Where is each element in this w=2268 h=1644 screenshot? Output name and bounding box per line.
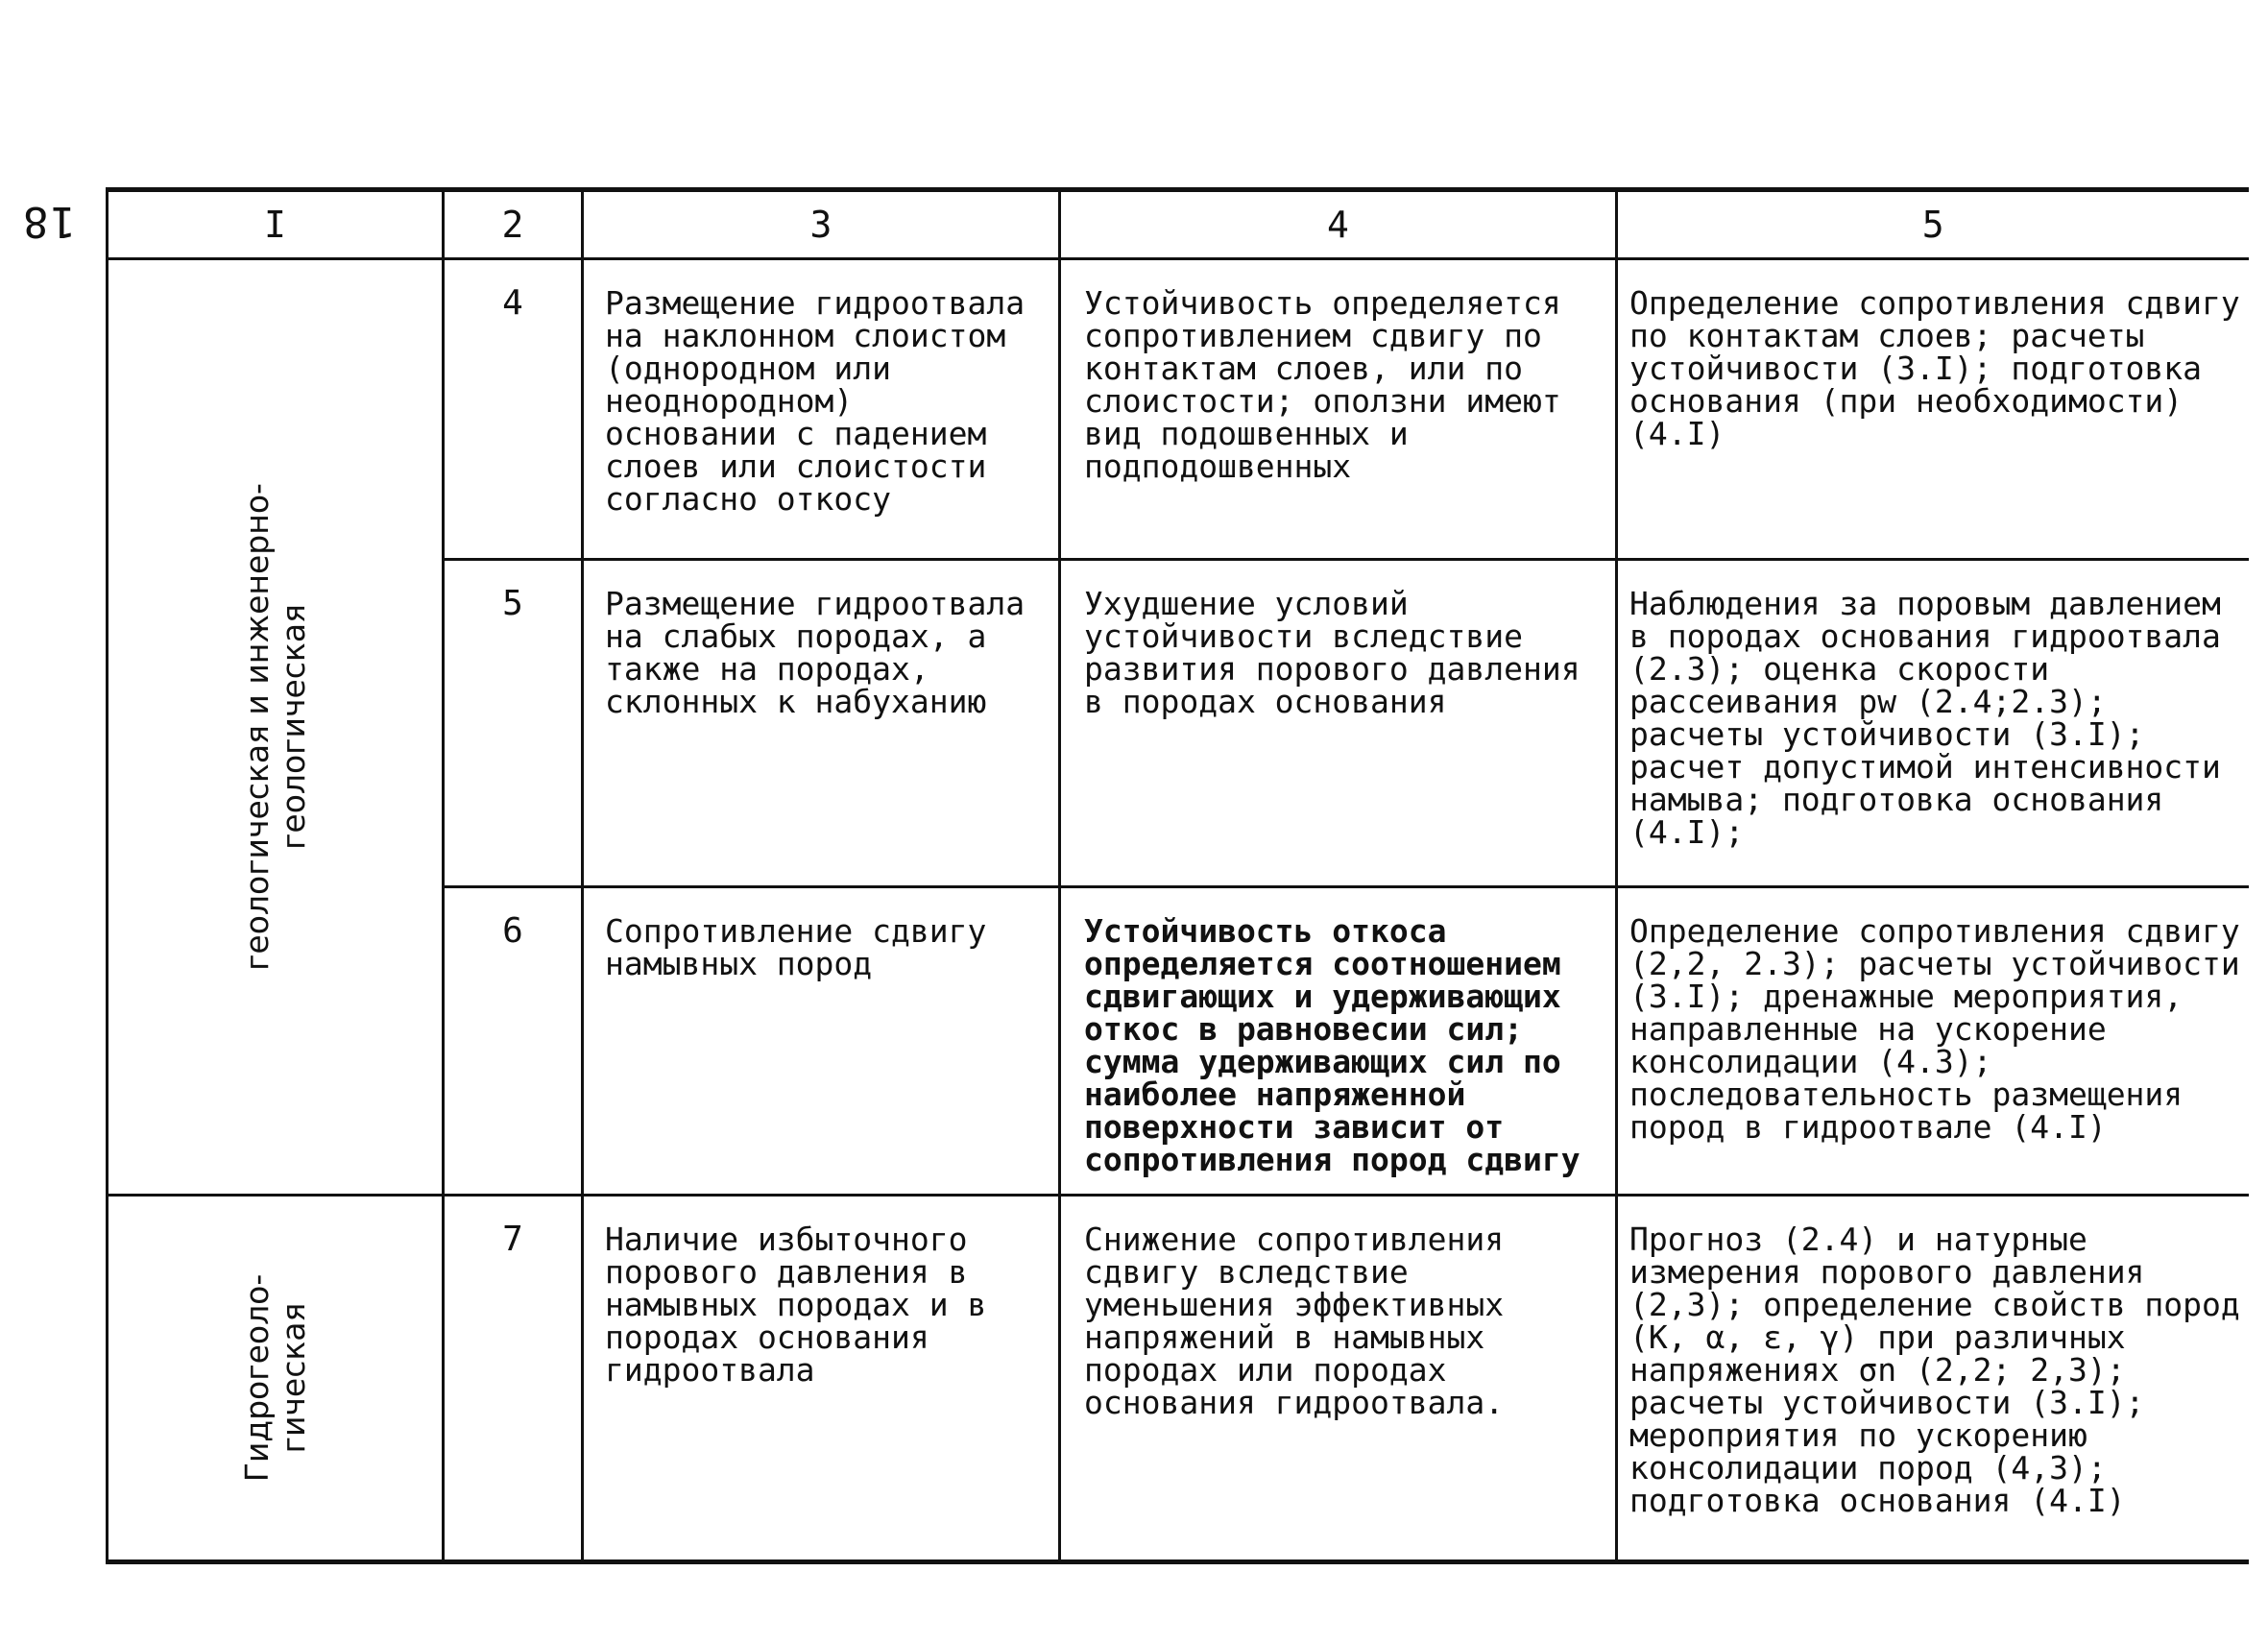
group-cell-hydrogeological: [108, 1196, 444, 1562]
header-row: [108, 190, 2249, 259]
effect-cell: Устойчивость определяется сопротивлением сдвигу по контактам слоев, или по слоистости; оползни имеют вид подошвенных и подподошвенных: [1060, 259, 1617, 560]
measures-cell: Прогноз (2.4) и натурные измерения порового давления (2,3); определение свойств пород (K, α, ε, γ) при различных напряжениях σn (2,2; 2,3); расчеты устойчивости (3.I); мероприятия по ускорению консолидации пород (4,3); подготовка основания (4.I): [1617, 1196, 2249, 1562]
column-header: I: [108, 190, 444, 259]
page-number: 18: [21, 197, 76, 246]
group-label: Гидрогеоло- гическая: [237, 1273, 312, 1483]
factor-cell: Наличие избыточного порового давления в намывных породах и в породах основания гидроотвала: [583, 1196, 1060, 1562]
row-number: 5: [444, 560, 583, 887]
factor-cell: Сопротивление сдвигу намывных пород: [583, 887, 1060, 1196]
group-label: геологическая и инженерно- геологическая: [237, 483, 312, 971]
measures-cell: Определение сопротивления сдвигу по контактам слоев; расчеты устойчивости (3.I); подготовка основания (при необходимости) (4.I): [1617, 259, 2249, 560]
column-header: 4: [1060, 190, 1617, 259]
row-number: 4: [444, 259, 583, 560]
column-header: 2: [444, 190, 583, 259]
table-row: [108, 1196, 2249, 1562]
row-number: 6: [444, 887, 583, 1196]
measures-cell: Определение сопротивления сдвигу (2,2, 2.3); расчеты устойчивости (3.I); дренажные мероприятия, направленные на ускорение консолидации (4.3); последовательность размещения пород в гидроотвале (4.I): [1617, 887, 2249, 1196]
row-number: 7: [444, 1196, 583, 1562]
factor-cell: Размещение гидроотвала на слабых породах, а также на породах, склонных к набуханию: [583, 560, 1060, 887]
column-header: 3: [583, 190, 1060, 259]
factor-cell: Размещение гидроотвала на наклонном слоистом (однородном или неоднородном) основании с падением слоев или слоистости согласно откосу: [583, 259, 1060, 560]
column-header: 5: [1617, 190, 2249, 259]
factors-table: [106, 187, 2249, 1564]
table-row: [108, 259, 2249, 560]
effect-cell: Устойчивость откоса определяется соотношением сдвигающих и удерживающих откос в равновесии сил; сумма удерживающих сил по наиболее напряженной поверхности зависит от сопротивления пород сдвигу: [1060, 887, 1617, 1196]
effect-cell: Ухудшение условий устойчивости вследствие развития порового давления в породах основания: [1060, 560, 1617, 887]
measures-cell: Наблюдения за поровым давлением в породах основания гидроотвала (2.3); оценка скорости рассеивания pw (2.4;2.3); расчеты устойчивости (3.I); расчет допустимой интенсивности намыва; подготовка основания (4.I);: [1617, 560, 2249, 887]
effect-cell: Снижение сопротивления сдвигу вследствие уменьшения эффективных напряжений в намывных породах или породах основания гидроотвала.: [1060, 1196, 1617, 1562]
group-cell-geological: [108, 259, 444, 1196]
